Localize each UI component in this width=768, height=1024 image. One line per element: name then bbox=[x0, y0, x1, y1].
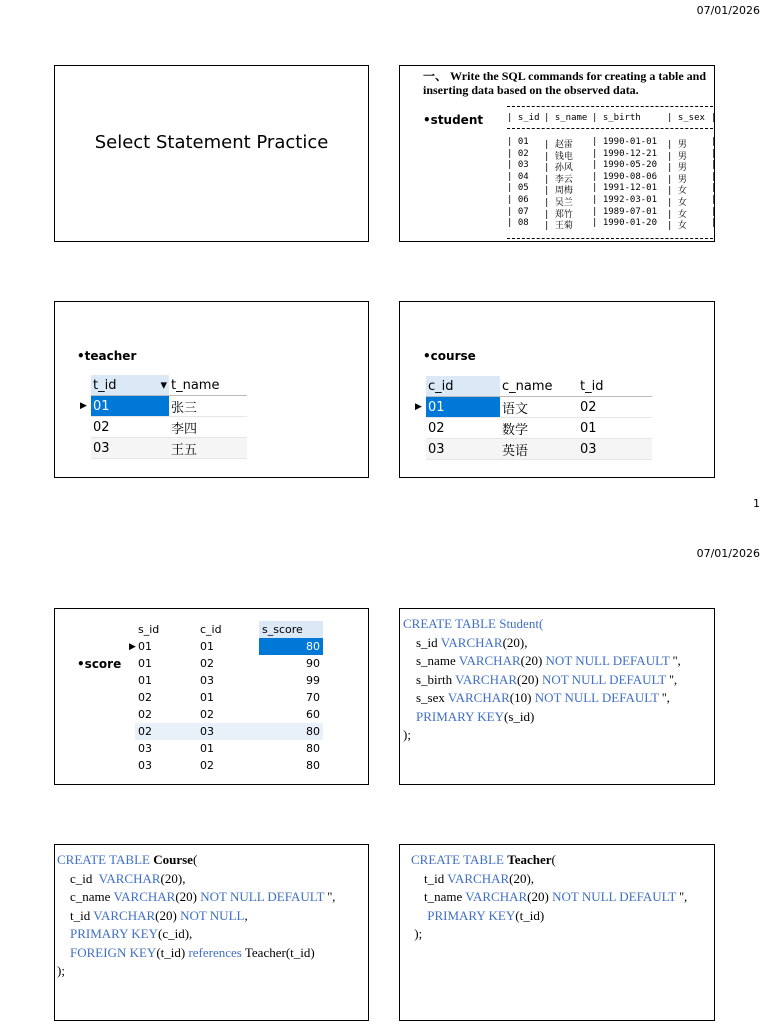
sql-keyword: CREATE TABLE Student( bbox=[403, 616, 544, 631]
code-line bbox=[411, 907, 687, 926]
code-text: '', bbox=[669, 653, 681, 668]
sql-keyword: VARCHAR bbox=[455, 671, 518, 687]
grid-cell: 03 bbox=[426, 439, 500, 460]
table-border: | bbox=[711, 183, 717, 194]
score-bullet: •score bbox=[77, 657, 122, 671]
table-cell: | 1990-12-21 bbox=[592, 148, 658, 159]
slide-create-course bbox=[54, 844, 369, 1021]
table-cell: | 1990-08-06 bbox=[592, 171, 658, 182]
sql-keyword: VARCHAR bbox=[447, 870, 510, 886]
table-cell: | 1990-01-01 bbox=[592, 137, 658, 147]
table-cell: | 男 bbox=[667, 140, 687, 150]
code-text bbox=[411, 908, 427, 923]
slide-teacher bbox=[54, 301, 369, 478]
table-cell: | s_birth bbox=[592, 113, 641, 123]
table-cell: | 01 bbox=[507, 137, 529, 147]
grid-row bbox=[135, 723, 323, 740]
table-cell: | 1989-07-01 bbox=[592, 206, 658, 217]
table-border bbox=[507, 238, 713, 239]
sql-keyword: NOT NULL DEFAULT bbox=[541, 671, 666, 687]
sql-keyword: VARCHAR bbox=[447, 690, 510, 705]
sql-keyword: CREATE TABLE bbox=[57, 852, 154, 867]
table-cell: | s_sex bbox=[667, 113, 705, 123]
sql-keyword: VARCHAR bbox=[465, 889, 528, 904]
code-text: '', bbox=[676, 889, 688, 904]
sql-keyword: NOT NULL bbox=[180, 907, 245, 923]
grid-cell: 王五 bbox=[169, 438, 247, 459]
code-text: (20), bbox=[509, 870, 535, 886]
table-cell: | 1991-12-01 bbox=[592, 183, 658, 194]
table-cell: | 钱电 bbox=[544, 151, 573, 162]
slide-heading: 一、 Write the SQL commands for creating a table and inserting data based on the observed data. bbox=[423, 69, 706, 97]
slide-score bbox=[54, 608, 369, 785]
code-line bbox=[57, 870, 335, 889]
grid-row bbox=[135, 655, 323, 672]
code-text bbox=[57, 945, 70, 960]
grid-cell: 02 bbox=[578, 397, 652, 418]
cell-value: 01 bbox=[93, 398, 110, 414]
grid-cell: 80 bbox=[306, 725, 320, 738]
table-border: | bbox=[711, 137, 717, 147]
code-text: ); bbox=[57, 963, 65, 978]
grid-row bbox=[135, 740, 323, 757]
grid-cell bbox=[80, 396, 169, 417]
code-text: '', bbox=[658, 690, 670, 705]
table-cell: | 周梅 bbox=[544, 186, 573, 197]
grid-cell bbox=[415, 397, 500, 418]
grid-cell: 02 bbox=[426, 418, 500, 439]
grid-header-cell: c_id bbox=[426, 376, 500, 397]
table-cell: | 女 bbox=[667, 186, 687, 197]
table-row bbox=[507, 172, 716, 184]
grid-cell: 03 bbox=[138, 759, 152, 772]
table-cell: | 女 bbox=[667, 209, 687, 220]
table-border: | bbox=[711, 171, 717, 182]
table-border bbox=[507, 106, 713, 107]
code-text: (t_id) bbox=[156, 944, 189, 960]
sql-keyword: references bbox=[188, 944, 242, 960]
table-row bbox=[507, 160, 716, 172]
table-cell: | 女 bbox=[667, 198, 687, 208]
grid-cell: 90 bbox=[306, 657, 320, 670]
code-text: s_name bbox=[403, 653, 459, 668]
grid-header-cell: s_score bbox=[259, 621, 323, 638]
grid-header-cell: c_id bbox=[200, 623, 222, 636]
table-row bbox=[507, 218, 716, 230]
code-line bbox=[57, 944, 335, 963]
teacher-bullet: •teacher bbox=[77, 349, 137, 363]
table-cell: | 李云 bbox=[544, 174, 573, 185]
code-text: t_id bbox=[411, 870, 448, 886]
grid-row bbox=[135, 638, 323, 655]
code-text: (20) bbox=[175, 889, 201, 904]
table-cell: | 吴兰 bbox=[544, 198, 573, 208]
table-border: | bbox=[711, 218, 717, 229]
table-cell: | 1992-03-01 bbox=[592, 195, 658, 205]
table-cell: | 王菊 bbox=[544, 221, 573, 232]
code-text: s_id bbox=[403, 634, 441, 650]
slide-title-text: Select Statement Practice bbox=[94, 132, 329, 153]
grid-cell: 03 bbox=[138, 742, 152, 755]
grid-cell: 02 bbox=[91, 417, 169, 438]
code-line bbox=[57, 962, 335, 981]
slide-course bbox=[399, 301, 715, 478]
grid-cell: 60 bbox=[306, 708, 320, 721]
table-cell: | 男 bbox=[667, 151, 687, 162]
table-border: | bbox=[711, 148, 717, 159]
table-cell: | 孙风 bbox=[544, 163, 573, 174]
grid-cell: 01 bbox=[138, 674, 152, 687]
table-name: Course bbox=[153, 852, 193, 867]
grid-cell: 01 bbox=[138, 657, 152, 670]
table-row bbox=[507, 137, 716, 149]
table-border: | bbox=[711, 113, 717, 123]
table-cell: | 08 bbox=[507, 218, 529, 229]
table-cell: | 02 bbox=[507, 148, 529, 159]
grid-header-row bbox=[426, 376, 652, 397]
page1-date: 07/01/2026 bbox=[696, 4, 760, 17]
page2-date: 07/01/2026 bbox=[696, 547, 760, 560]
code-line bbox=[411, 851, 687, 870]
grid-cell: 数学 bbox=[500, 418, 578, 439]
code-text: (20), bbox=[160, 870, 186, 886]
grid-cell: 02 bbox=[200, 759, 214, 772]
table-row bbox=[507, 183, 716, 195]
code-text: ( bbox=[551, 852, 556, 867]
sql-keyword: VARCHAR bbox=[98, 870, 161, 886]
grid-row bbox=[135, 672, 323, 689]
sql-keyword: VARCHAR bbox=[113, 889, 176, 904]
slide-create-student bbox=[399, 608, 715, 785]
table-border: | bbox=[711, 195, 717, 205]
sql-keyword: NOT NULL DEFAULT bbox=[200, 889, 325, 904]
code-line bbox=[57, 907, 335, 926]
grid-row bbox=[426, 418, 652, 439]
cell-value: 01 bbox=[428, 399, 445, 415]
code-text: s_birth bbox=[403, 671, 456, 687]
sql-keyword: VARCHAR bbox=[440, 634, 503, 650]
table-cell: | 03 bbox=[507, 160, 529, 171]
table-header-row bbox=[507, 113, 716, 125]
code-line bbox=[57, 925, 335, 944]
sql-keyword: PRIMARY KEY bbox=[416, 708, 505, 724]
table-row bbox=[507, 149, 716, 161]
code-line bbox=[411, 925, 687, 944]
code-text bbox=[403, 709, 416, 724]
code-line bbox=[57, 851, 335, 870]
sql-keyword: NOT NULL DEFAULT bbox=[545, 653, 670, 668]
page1-number: 1 bbox=[753, 497, 760, 510]
grid-cell: 01 bbox=[200, 640, 214, 653]
table-cell: | 07 bbox=[507, 206, 529, 217]
grid-row bbox=[135, 757, 323, 774]
table-cell: | 郑竹 bbox=[544, 209, 573, 220]
row-pointer-icon: ▶ bbox=[415, 402, 422, 412]
code-text: (20) bbox=[527, 889, 553, 904]
table-cell: | 04 bbox=[507, 171, 529, 182]
code-text: (10) bbox=[509, 690, 535, 705]
grid-cell: 03 bbox=[91, 438, 169, 459]
grid-cell: 70 bbox=[306, 691, 320, 704]
grid-row bbox=[91, 396, 247, 417]
grid-cell: 80 bbox=[259, 638, 323, 655]
code-text: s_sex bbox=[403, 690, 448, 705]
code-text: t_id bbox=[57, 907, 94, 923]
code-text: c_id bbox=[57, 870, 99, 886]
grid-cell: 99 bbox=[306, 674, 320, 687]
grid-header-cell: t_name bbox=[169, 375, 247, 396]
code-text bbox=[57, 926, 70, 941]
table-cell: | 1990-05-20 bbox=[592, 160, 658, 171]
table-cell: | 赵雷 bbox=[544, 140, 573, 150]
create-course-code bbox=[57, 851, 335, 981]
table-border: | bbox=[711, 160, 717, 171]
cell-value: 01 bbox=[138, 640, 152, 653]
grid-cell: 02 bbox=[138, 708, 152, 721]
grid-cell: 英语 bbox=[500, 439, 578, 460]
code-line bbox=[403, 726, 681, 745]
code-text: , bbox=[244, 907, 248, 923]
grid-header-cell: s_id bbox=[138, 623, 160, 636]
code-line bbox=[403, 689, 681, 708]
slide-create-teacher bbox=[399, 844, 715, 1021]
sql-keyword: NOT NULL DEFAULT bbox=[534, 690, 659, 705]
sql-keyword: VARCHAR bbox=[93, 907, 156, 923]
grid-row bbox=[135, 706, 323, 723]
table-cell: | 06 bbox=[507, 195, 529, 205]
grid-header-cell: c_name bbox=[500, 376, 578, 397]
grid-cell: 01 bbox=[578, 418, 652, 439]
grid-cell: 01 bbox=[200, 742, 214, 755]
grid-cell: 张三 bbox=[169, 396, 247, 417]
table-cell: | 1990-01-20 bbox=[592, 218, 658, 229]
grid-cell: 03 bbox=[200, 674, 214, 687]
table-row bbox=[507, 207, 716, 219]
score-grid bbox=[129, 621, 323, 774]
code-text: ); bbox=[411, 926, 423, 941]
sql-keyword: PRIMARY KEY bbox=[70, 926, 159, 941]
code-text: ( bbox=[192, 852, 198, 867]
code-line bbox=[403, 652, 681, 671]
grid-row bbox=[91, 438, 247, 459]
code-text: ); bbox=[403, 727, 411, 742]
grid-cell: 02 bbox=[138, 725, 152, 738]
table-cell: | 05 bbox=[507, 183, 529, 194]
code-text: c_name bbox=[57, 889, 114, 904]
code-text: (20) bbox=[517, 671, 542, 687]
code-line bbox=[57, 888, 335, 907]
create-teacher-code bbox=[411, 851, 687, 944]
grid-header-cell: t_id bbox=[578, 376, 652, 397]
grid-cell: 02 bbox=[138, 691, 152, 704]
code-text: (t_id) bbox=[515, 907, 545, 923]
grid-row bbox=[426, 397, 652, 418]
code-text: '', bbox=[324, 889, 336, 904]
sql-keyword: NOT NULL DEFAULT bbox=[552, 889, 677, 904]
table-border bbox=[507, 128, 713, 129]
sql-keyword: CREATE TABLE bbox=[411, 852, 508, 867]
row-pointer-icon: ▶ bbox=[80, 401, 87, 411]
table-row bbox=[507, 195, 716, 207]
student-bullet: •student bbox=[423, 113, 484, 127]
create-student-code bbox=[403, 615, 681, 745]
row-pointer-icon: ▶ bbox=[129, 642, 136, 652]
code-text: (c_id), bbox=[158, 926, 193, 941]
grid-row bbox=[426, 439, 652, 460]
grid-cell: 03 bbox=[200, 725, 214, 738]
table-cell: | 男 bbox=[667, 163, 687, 174]
code-line bbox=[403, 634, 681, 653]
table-cell: | 女 bbox=[667, 221, 687, 232]
code-text: (20) bbox=[520, 653, 546, 668]
code-text: t_name bbox=[411, 889, 466, 904]
grid-row bbox=[135, 689, 323, 706]
code-text: (s_id) bbox=[504, 708, 535, 724]
table-cell: | s_id bbox=[507, 113, 540, 123]
code-line bbox=[403, 708, 681, 727]
sql-keyword: FOREIGN KEY bbox=[70, 944, 157, 960]
code-text: (20), bbox=[502, 634, 528, 650]
teacher-grid bbox=[80, 375, 247, 459]
grid-cell: 80 bbox=[306, 759, 320, 772]
grid-cell: 02 bbox=[200, 708, 214, 721]
slide-title bbox=[54, 65, 369, 242]
slide-student bbox=[399, 65, 715, 242]
table-name: Teacher bbox=[507, 852, 552, 867]
sql-keyword: PRIMARY KEY bbox=[427, 907, 516, 923]
course-bullet: •course bbox=[423, 349, 476, 363]
table-border: | bbox=[711, 206, 717, 217]
table-cell: | s_name bbox=[544, 113, 588, 123]
code-text: (20) bbox=[155, 907, 181, 923]
code-text: Teacher(t_id) bbox=[241, 944, 315, 960]
grid-cell bbox=[129, 638, 197, 655]
grid-cell: 李四 bbox=[169, 417, 247, 438]
sql-keyword: VARCHAR bbox=[458, 653, 521, 668]
table-cell: | 男 bbox=[667, 174, 687, 185]
code-line bbox=[403, 615, 681, 634]
grid-cell: 02 bbox=[200, 657, 214, 670]
grid-cell: 03 bbox=[578, 439, 652, 460]
column-label: t_id bbox=[93, 377, 117, 393]
grid-header-cell bbox=[91, 375, 169, 396]
code-text: '', bbox=[665, 671, 678, 687]
grid-cell: 01 bbox=[200, 691, 214, 704]
code-line bbox=[411, 870, 687, 889]
grid-row bbox=[91, 417, 247, 438]
grid-cell: 80 bbox=[306, 742, 320, 755]
sort-indicator-icon: ▾ bbox=[160, 377, 167, 393]
grid-header-row bbox=[135, 621, 323, 638]
grid-header-row bbox=[91, 375, 247, 396]
code-line bbox=[411, 888, 687, 907]
course-grid bbox=[415, 376, 652, 460]
grid-cell: 语文 bbox=[500, 397, 578, 418]
code-line bbox=[403, 671, 681, 690]
